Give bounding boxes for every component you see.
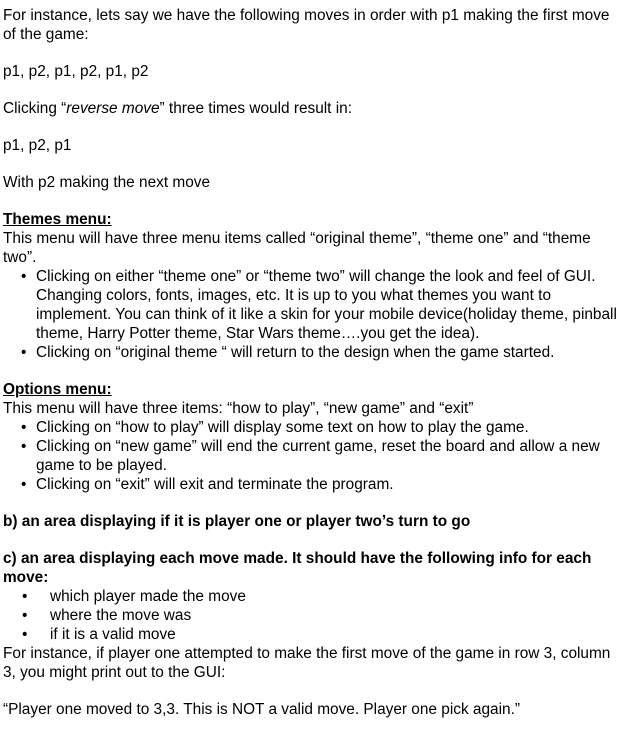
section-b-heading: b) an area displaying if it is player one or player two’s turn to go xyxy=(3,513,471,530)
intro-paragraph: For instance, lets say we have the following moves in order with p1 making the first move of the game: xyxy=(3,7,610,43)
options-list-item: • Clicking on “how to play” will display some text on how to play the game. xyxy=(3,418,624,437)
section-c-list-item: • where the move was xyxy=(3,606,624,625)
example-output-quote: “Player one moved to 3,3. This is NOT a valid move. Player one pick again.” xyxy=(3,701,520,718)
section-c-list-item: • if it is a valid move xyxy=(3,625,624,644)
section-c-heading: c) an area displaying each move made. It should have the following info for each move: xyxy=(3,550,592,586)
options-menu-heading: Options menu: xyxy=(3,381,112,398)
options-menu-list xyxy=(3,418,624,494)
options-menu-description: This menu will have three items: “how to play”, “new game” and “exit” xyxy=(3,400,474,417)
reverse-prefix: Clicking “ xyxy=(3,100,67,117)
options-list-item: • Clicking on “exit” will exit and terminate the program. xyxy=(3,475,624,494)
themes-menu-list xyxy=(3,267,624,362)
initial-moves: p1, p2, p1, p2, p1, p2 xyxy=(3,63,149,80)
options-list-item: • Clicking on “new game” will end the current game, reset the board and allow a new game to be played. xyxy=(3,437,624,475)
reverse-move-term: reverse move xyxy=(66,100,160,117)
section-c-example: For instance, if player one attempted to make the first move of the game in row 3, column 3, you might print out to the GUI: xyxy=(3,645,611,681)
themes-list-item: • Clicking on “original theme “ will return to the design when the game started. xyxy=(3,343,624,362)
themes-list-item: • Clicking on either “theme one” or “theme two” will change the look and feel of GUI. Changing colors, fonts, images, etc. It is up to you what themes you want to implement. You can think of it like a skin for your mobile device(holiday theme, pinball theme, Harry Potter theme, Star Wars theme….you get the idea). xyxy=(3,267,624,343)
reverse-move-paragraph xyxy=(3,99,624,118)
next-move-paragraph: With p2 making the next move xyxy=(3,174,211,191)
section-c-list-item: • which player made the move xyxy=(3,587,624,606)
reverse-suffix: ” three times would result in: xyxy=(159,100,352,117)
moves-after-reverse: p1, p2, p1 xyxy=(3,137,72,154)
section-c-list xyxy=(3,587,624,644)
themes-menu-description: This menu will have three menu items called “original theme”, “theme one” and “theme two”. xyxy=(3,230,591,266)
themes-menu-heading: Themes menu: xyxy=(3,211,112,228)
